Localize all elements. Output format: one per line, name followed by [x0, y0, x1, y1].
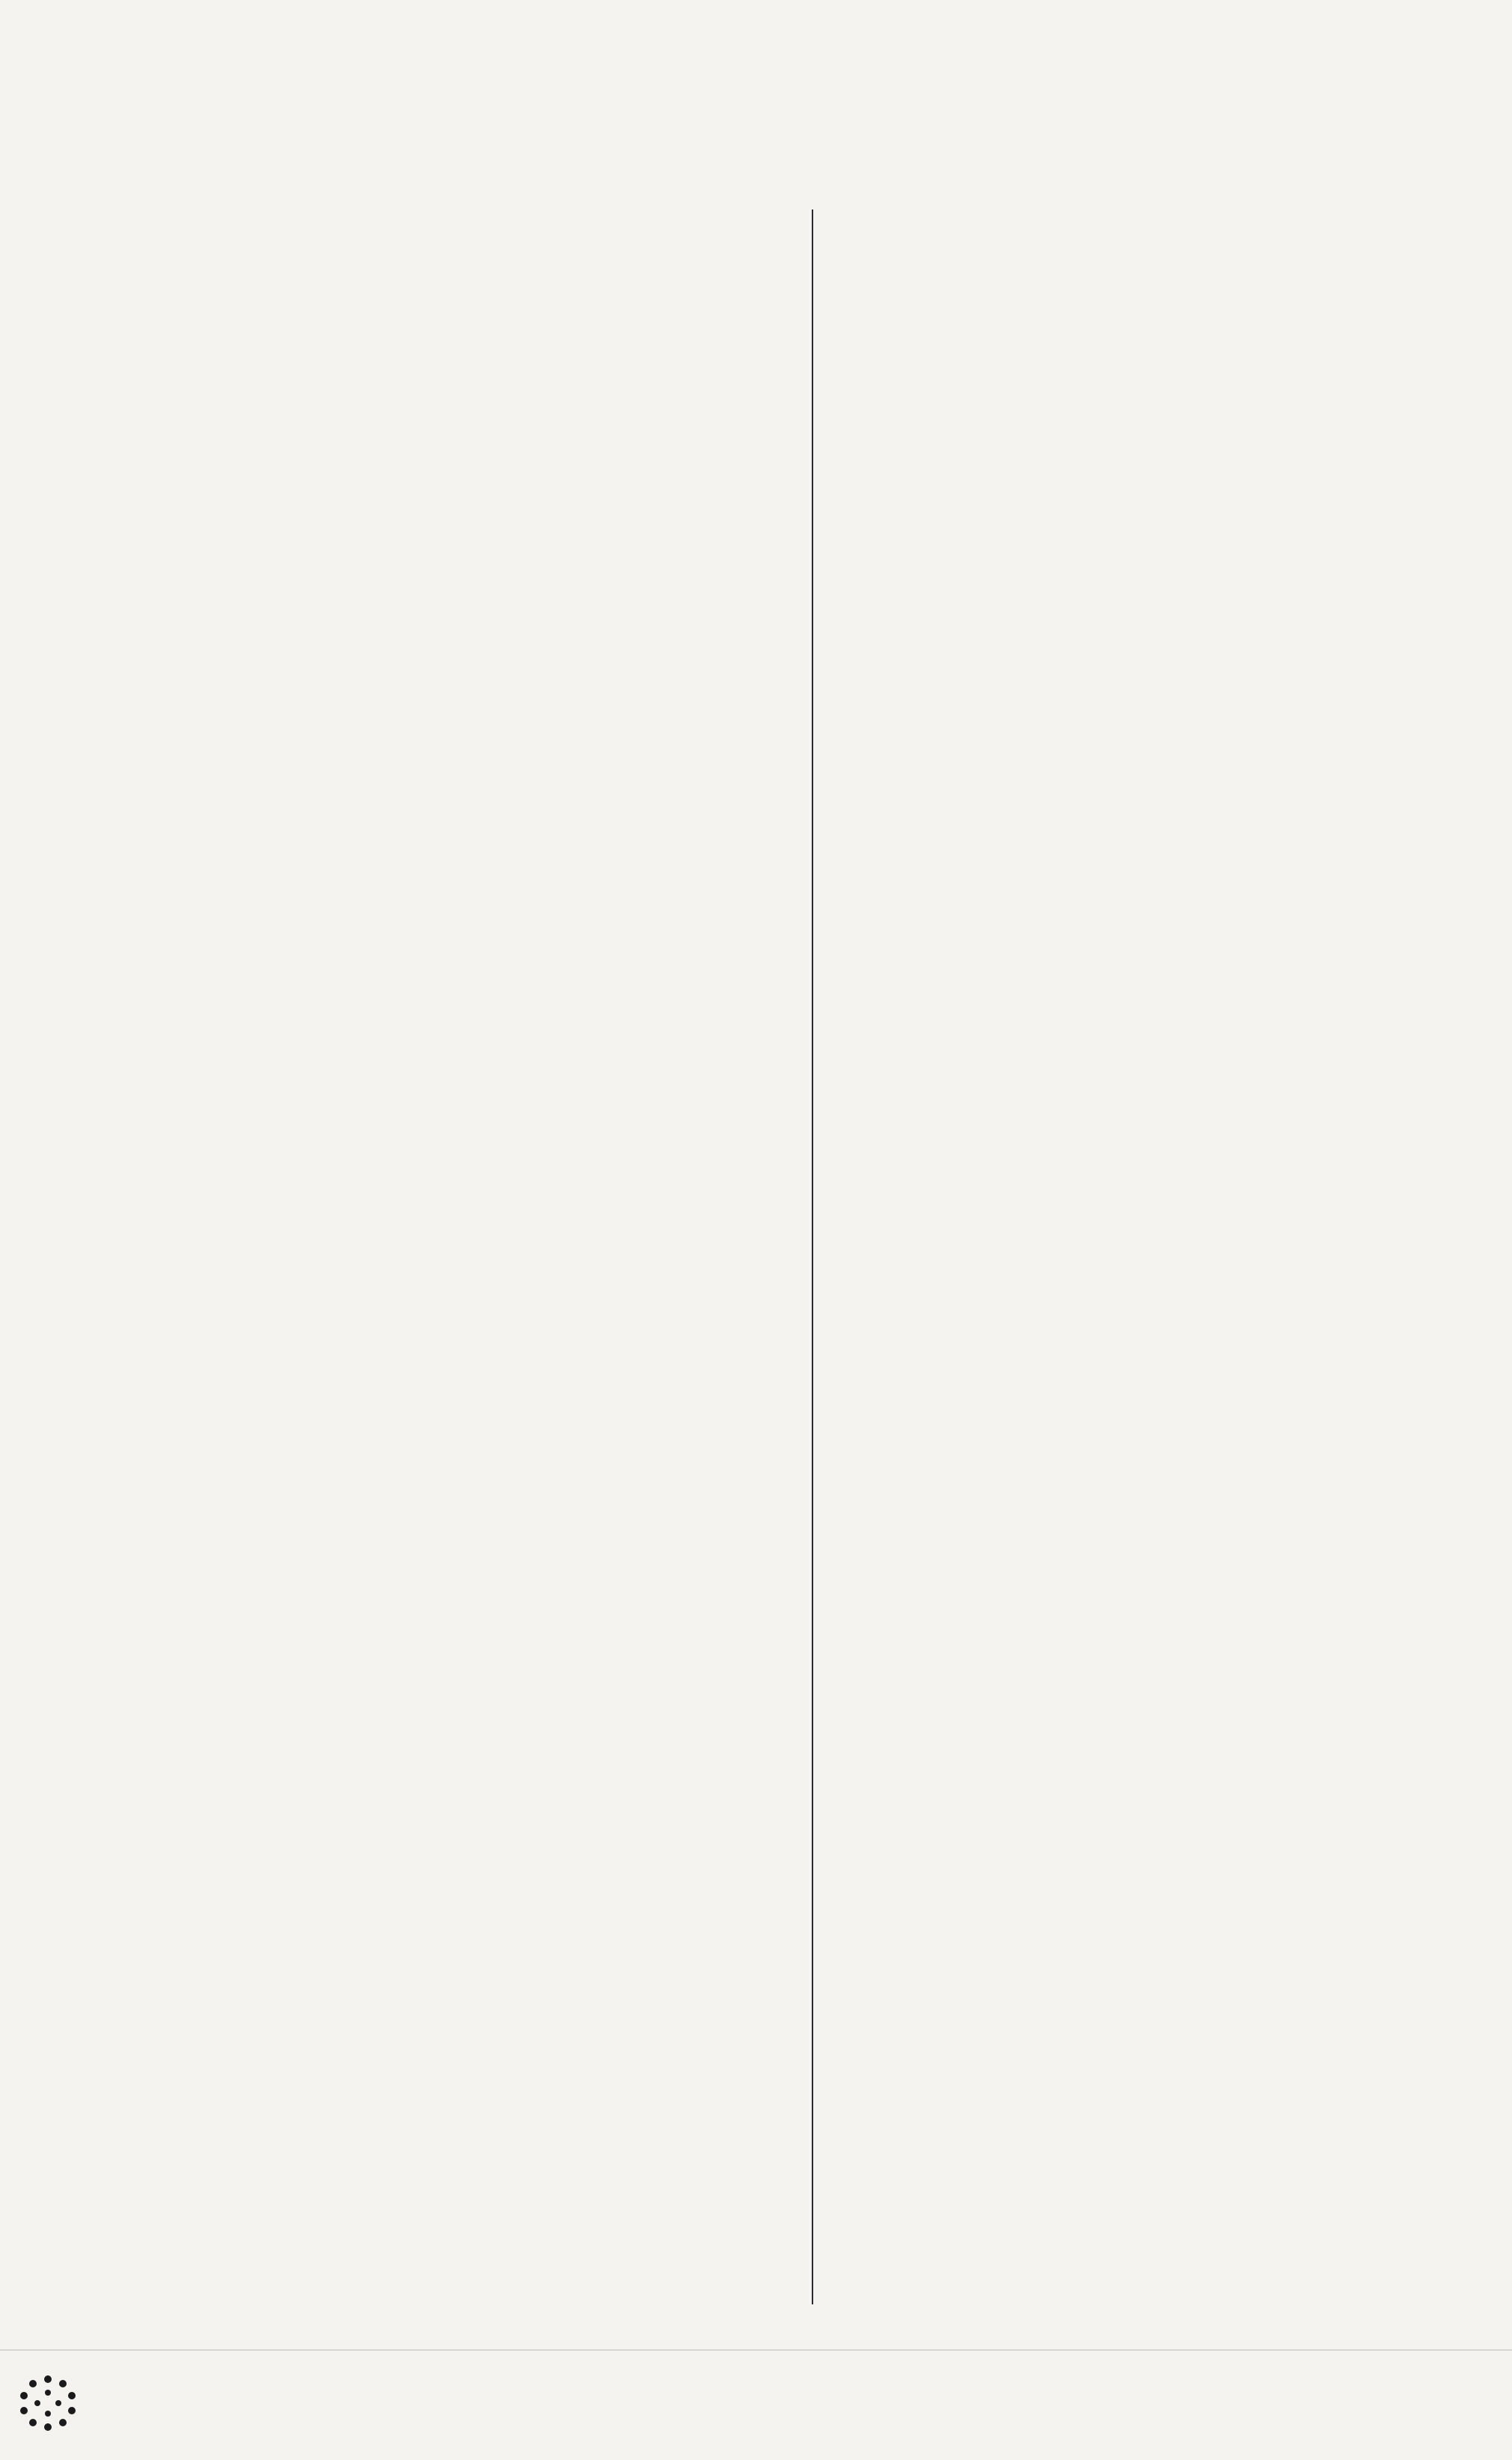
column-divider [812, 209, 813, 2304]
page-header [180, 112, 1347, 165]
right-side-heading [819, 345, 1335, 379]
library-logo [16, 2366, 203, 2441]
section-title [819, 230, 1335, 298]
left-side-heading [819, 305, 1335, 339]
library-seal-icon [16, 2372, 79, 2435]
footer-divider [0, 2349, 1512, 2351]
right-column [819, 217, 1335, 379]
